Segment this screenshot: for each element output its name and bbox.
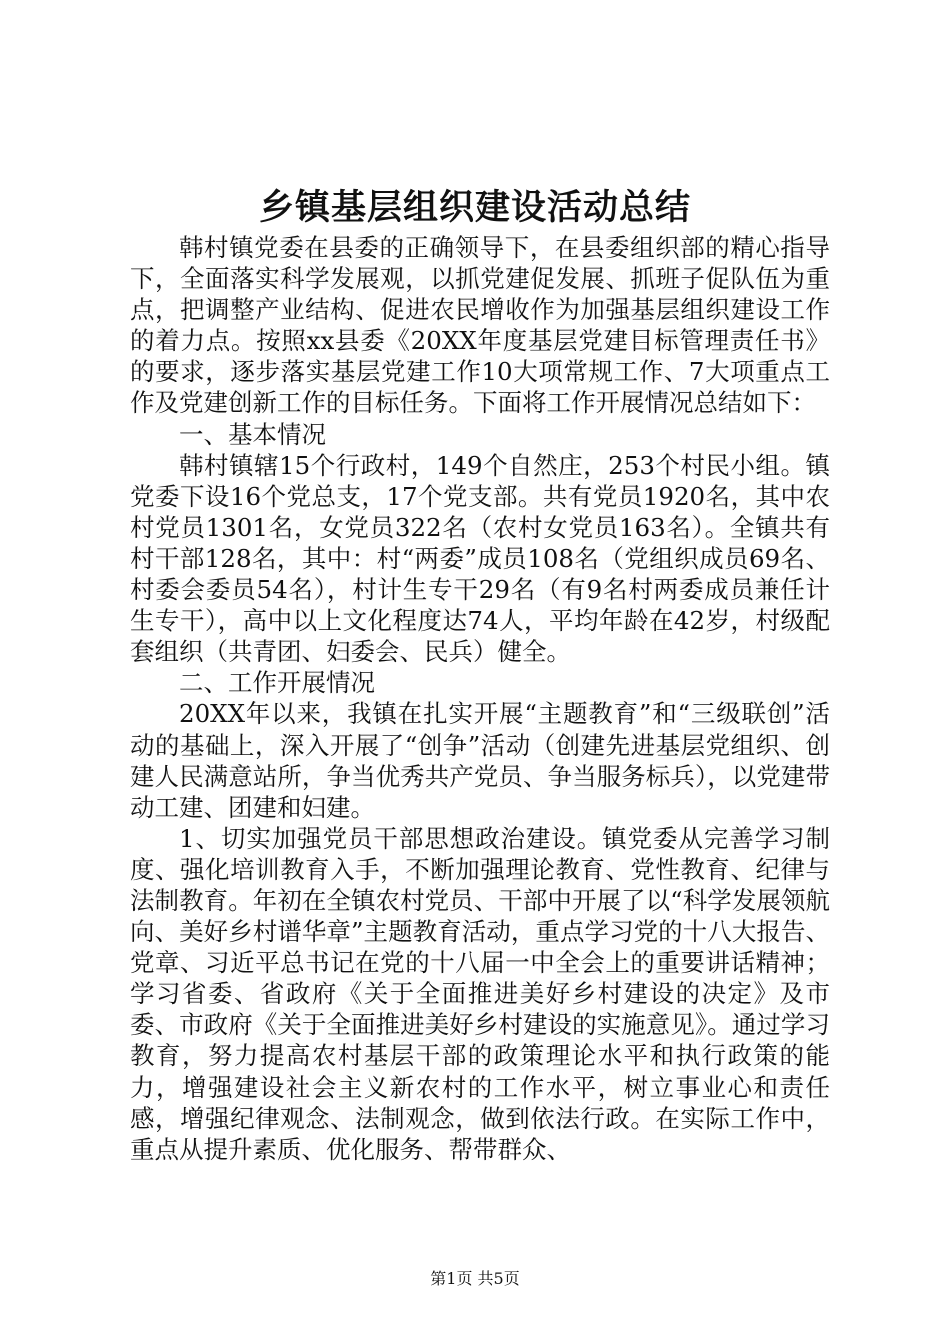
- section-heading-work-progress: 二、工作开展情况: [179, 668, 375, 698]
- document-body: [130, 232, 830, 1165]
- paragraph-item-1: 1、切实加强党员干部思想政治建设。镇党委从完善学习制度、强化培训教育入手，不断加强理论教育、党性教育、纪律与法制教育。年初在全镇农村党员、干部中开展了以“科学发展领航向、美好乡村谱华章”主题教育活动，重点学习党的十八大报告、党章、习近平总书记在党的十八届一中全会上的重要讲话精神；学习省委、省政府《关于全面推进美好乡村建设的决定》及市委、市政府《关于全面推进美好乡村建设的实施意见》。通过学习教育，努力提高农村基层干部的政策理论水平和执行政策的能力，增强建设社会主义新农村的工作水平，树立事业心和责任感，增强纪律观念、法制观念，做到依法行政。在实际工作中，重点从提升素质、优化服务、帮带群众、: [130, 823, 830, 1164]
- page-footer: 第1页 共5页: [430, 1269, 520, 1288]
- document-title: 乡镇基层组织建设活动总结: [258, 187, 691, 228]
- paragraph-work-progress: 20XX年以来，我镇在扎实开展“主题教育”和“三级联创”活动的基础上，深入开展了“创争”活动（创建先进基层党组织、创建人民满意站所，争当优秀共产党员、争当服务标兵），以党建带动工建、团建和妇建。: [130, 699, 830, 822]
- section-heading-basic-situation: 一、基本情况: [179, 419, 326, 449]
- paragraph-intro: 韩村镇党委在县委的正确领导下，在县委组织部的精心指导下，全面落实科学发展观，以抓党建促发展、抓班子促队伍为重点，把调整产业结构、促进农民增收作为加强基层组织建设工作的着力点。按照xx县委《20XX年度基层党建目标管理责任书》的要求，逐步落实基层党建工作10大项常规工作、7大项重点工作及党建创新工作的目标任务。下面将工作开展情况总结如下：: [130, 233, 830, 418]
- paragraph-basic-situation: 韩村镇辖15个行政村，149个自然庄，253个村民小组。镇党委下设16个党总支，17个党支部。共有党员1920名，其中农村党员1301名，女党员322名（农村女党员163名）。全镇共有村干部128名，其中：村“两委”成员108名（党组织成员69名、村委会委员54名），村计生专干29名（有9名村两委成员兼任计生专干），高中以上文化程度达74人，平均年龄在42岁，村级配套组织（共青团、妇委会、民兵）健全。: [130, 450, 830, 667]
